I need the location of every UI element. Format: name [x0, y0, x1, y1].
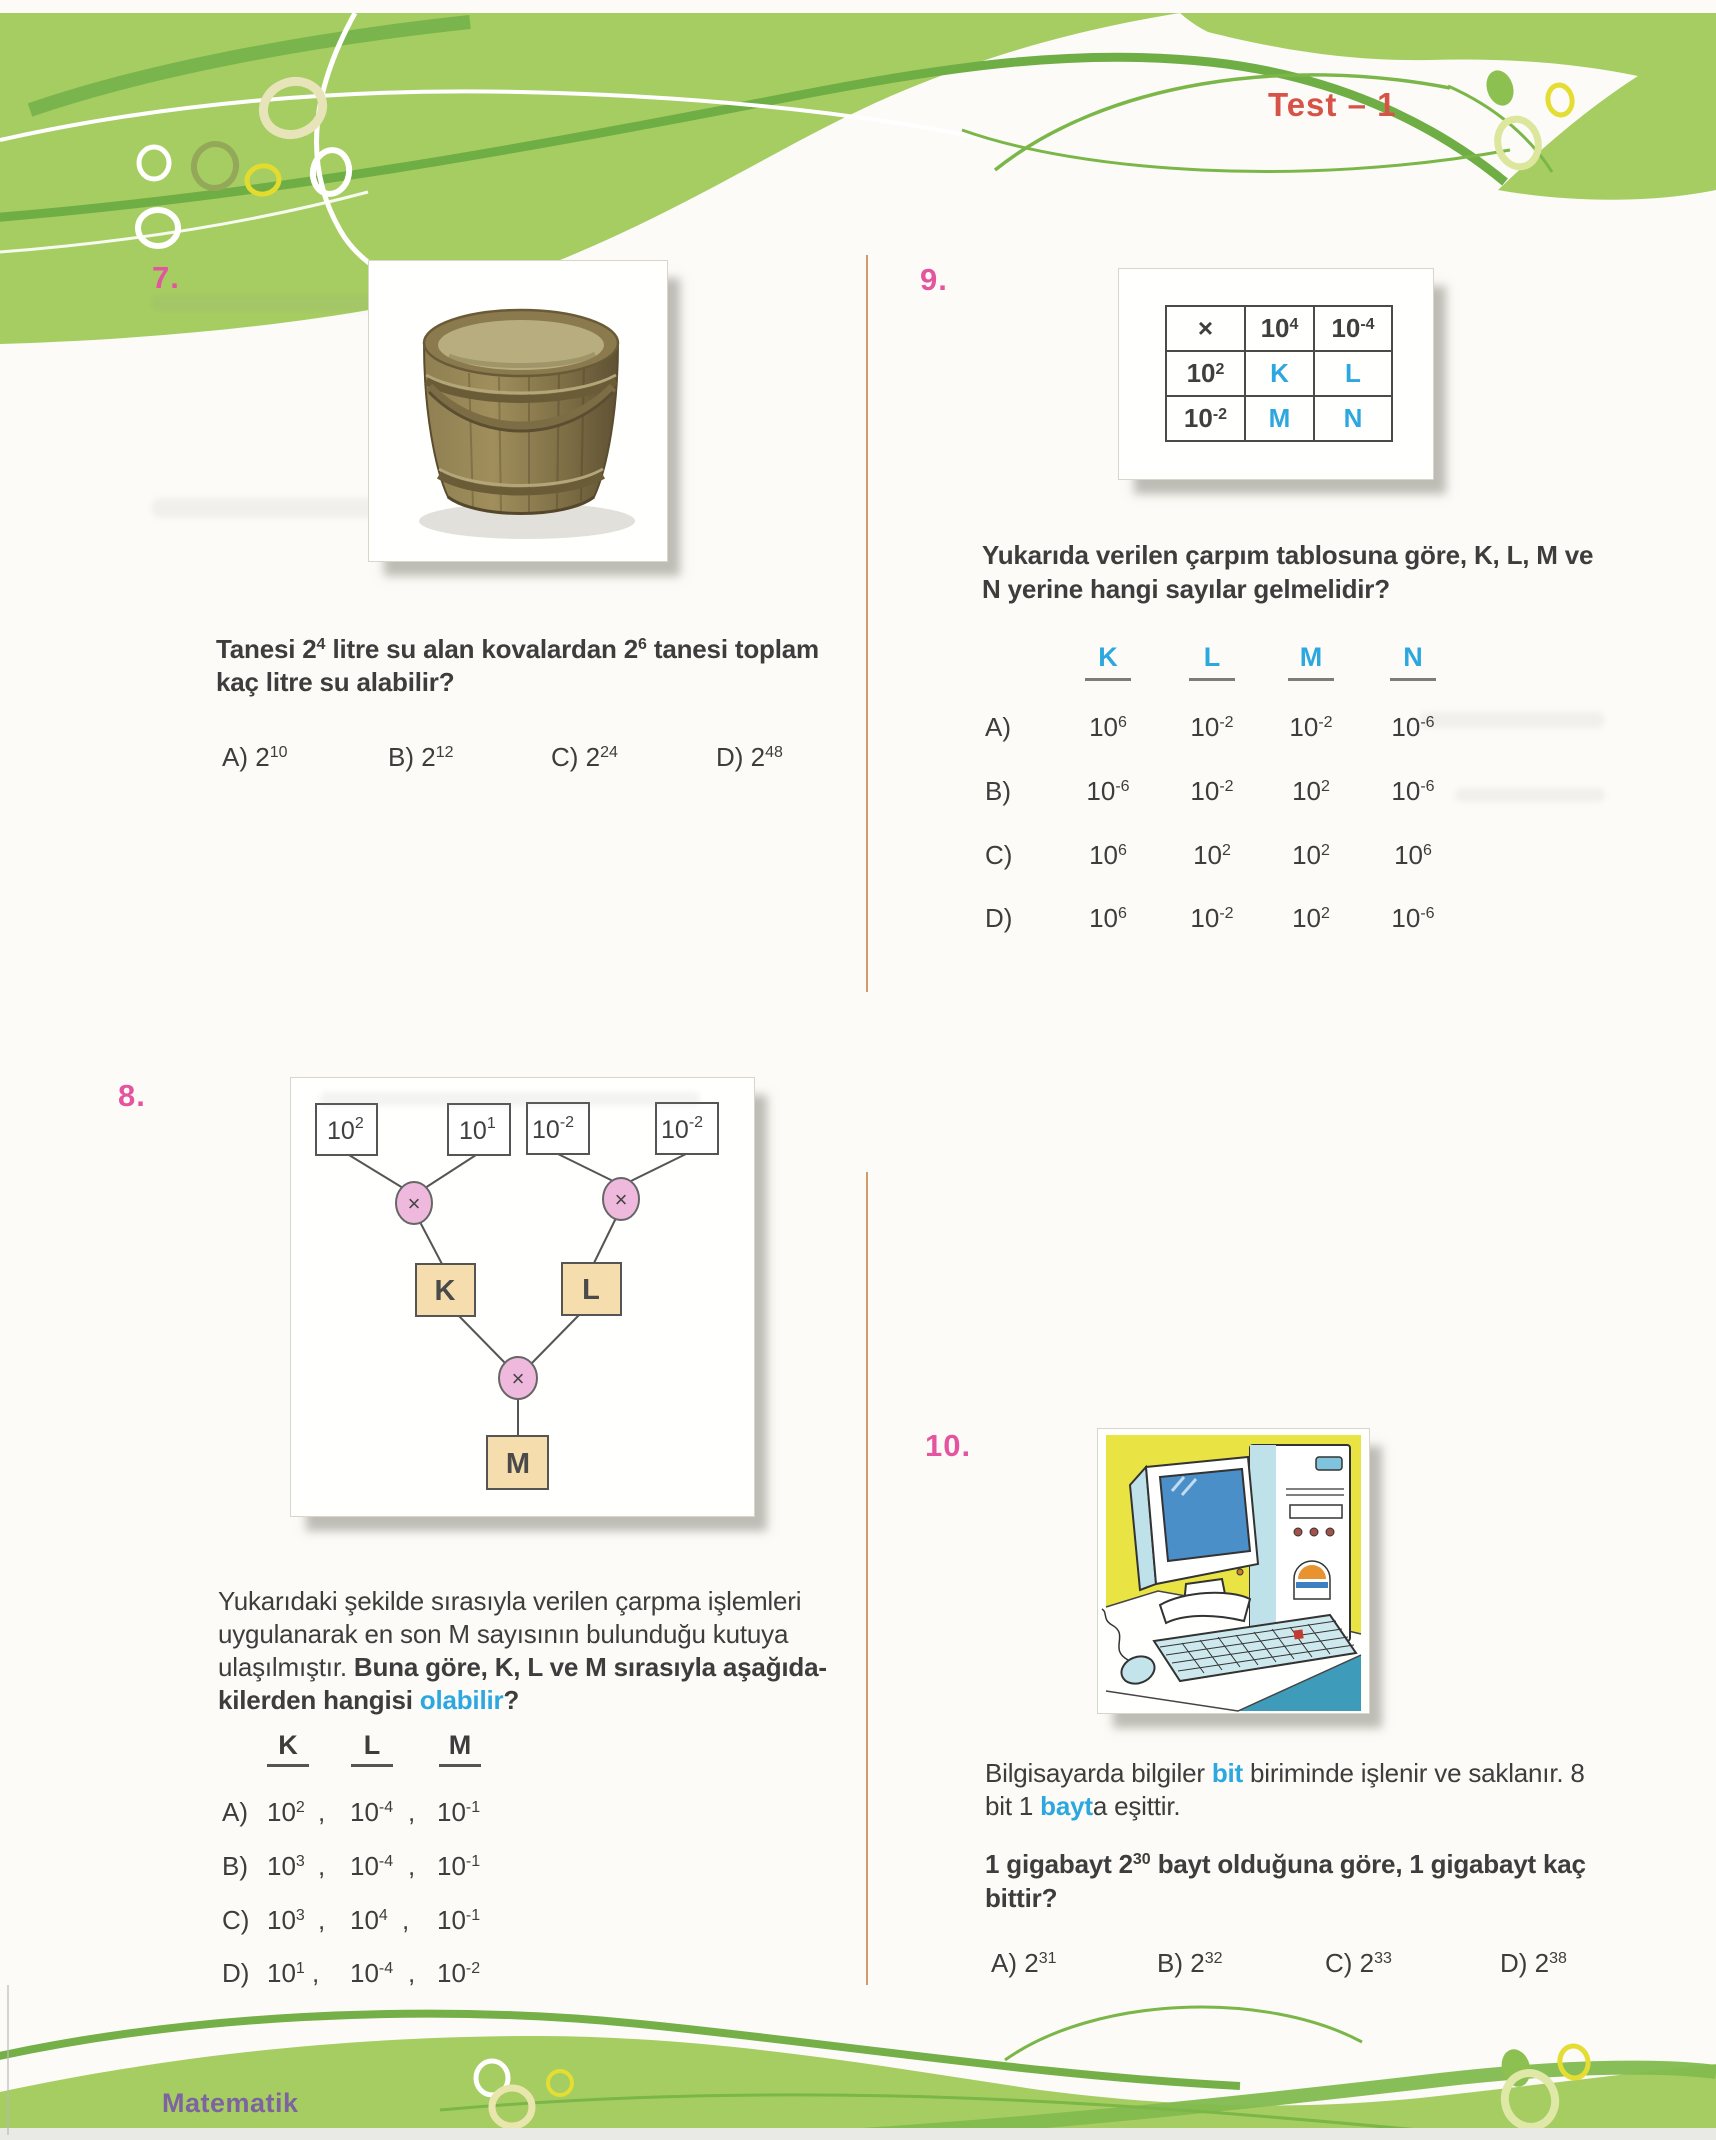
tower-drive-slot	[1290, 1505, 1342, 1518]
q8-col-header-k: K	[278, 1730, 298, 1760]
q9-col-header-n: N	[1403, 642, 1423, 672]
q10-option-a: A) $2^{31}$	[991, 1948, 1057, 1978]
comma: ,	[312, 1958, 320, 1988]
q10-keyword-bayt: bayt	[1040, 1791, 1093, 1821]
table-row: $10^{-2}$ M N	[1166, 396, 1392, 441]
q9-text-line: Yukarıda verilen çarpım tablosuna göre, K, L, M ve	[982, 540, 1594, 570]
q9-option-row-a: A) $10^6$ $10^{-2}$ $10^{-2}$ $10^{-6}$	[985, 712, 1435, 742]
question-9-number: 9.	[920, 262, 948, 297]
desktop-computer-illustration	[1098, 1429, 1369, 1713]
q7-option-b: B) $2^{12}$	[388, 742, 454, 772]
q7-exponent: 6	[637, 636, 647, 653]
q8-text-line: Yukarıdaki şekilde sırasıyla verilen çarpma işlemleri	[218, 1586, 802, 1616]
q8-option-row-d: D) $10^1$ , $10^{-4}$ , $10^{-2}$	[222, 1958, 481, 1988]
diagram-input-boxes	[316, 1103, 718, 1155]
question-10-image-card	[1097, 1428, 1370, 1714]
q9-header-underline	[1189, 678, 1235, 681]
question-8-column-headers	[0, 1730, 860, 1770]
q9-text-line: N yerine hangi sayılar gelmelidir?	[982, 574, 1390, 604]
q7-option-c: C) $2^{24}$	[551, 742, 618, 772]
comma: ,	[318, 1851, 326, 1881]
svg-text:L: L	[582, 1274, 600, 1306]
table-row: $10^2$ K L	[1166, 351, 1392, 396]
q9-header-underline	[1288, 678, 1334, 681]
q8-text-directive: Buna göre, K, L ve M sırasıyla aşağıda-	[353, 1652, 827, 1682]
q8-header-underline	[351, 1764, 393, 1767]
question-10-number: 10.	[925, 1428, 972, 1463]
q7-text-part: kaç litre su alabilir?	[216, 667, 455, 697]
q9-header-underline	[1085, 678, 1131, 681]
q7-exponent: 4	[316, 636, 326, 653]
footer-thin-arc-loop	[1005, 2007, 1362, 2060]
q8-header-underline	[267, 1764, 309, 1767]
q9-option-row-b: B) $10^{-6}$ $10^{-2}$ $10^2$ $10^{-6}$	[985, 776, 1435, 806]
q9-col-header-l: L	[1203, 642, 1221, 672]
q7-text-part: litre su alan kovalardan 2	[325, 634, 638, 664]
q10-option-c: C) $2^{33}$	[1325, 1948, 1392, 1978]
question-7-image-card	[368, 260, 668, 562]
monitor-power-dot	[1237, 1569, 1243, 1575]
q10-option-b: B) $2^{32}$	[1157, 1948, 1223, 1978]
question-10-options	[0, 1948, 1716, 1984]
comma: ,	[408, 1797, 416, 1827]
test-number-label: Test – 1	[1268, 86, 1397, 123]
q9-col-header-k: K	[1098, 642, 1118, 672]
comma: ,	[402, 1905, 410, 1935]
question-7-number: 7.	[152, 260, 180, 295]
question-8-text: Yukarıdaki şekilde sırasıyla verilen çarpma işlemleri uygulanarak en son M sayısının bulunduğu kutuya ulaşılmıştır. Buna göre, K, L ve M sırasıyla aşağıda- kilerden hangisi olabilir?	[218, 1586, 827, 1715]
q8-option-row-b: B) $10^3$ , $10^{-4}$ , $10^{-1}$	[222, 1851, 481, 1881]
scan-smudge	[152, 498, 377, 518]
svg-text:10-2: $10^{-2}$	[532, 1114, 575, 1144]
header-yellow-ring-right	[1546, 83, 1575, 117]
comma: ,	[318, 1797, 326, 1827]
table-row: × $10^4$ $10^{-4}$	[1166, 306, 1392, 351]
q8-col-header-l: L	[363, 1730, 381, 1760]
q10-exponent: 30	[1132, 1851, 1151, 1868]
question-9-column-headers	[0, 642, 1716, 684]
keyboard-red-key	[1293, 1629, 1303, 1639]
q8-text-line: ulaşılmıştır.	[218, 1652, 354, 1682]
q7-text-part: Tanesi 2	[216, 634, 317, 664]
q9-option-row-d: D) $10^6$ $10^{-2}$ $10^2$ $10^{-6}$	[985, 903, 1435, 933]
question-10-bold-text: 1 gigabayt $2^{30}$ bayt olduğuna göre, 1 gigabayt kaç bittir?	[985, 1849, 1586, 1913]
diagram-input-labels	[327, 1114, 703, 1145]
scan-bottom-edge	[0, 2128, 1716, 2140]
q8-header-underline	[439, 1764, 481, 1767]
q7-option-a: A) $2^{10}$	[222, 742, 288, 772]
comma: ,	[318, 1905, 326, 1935]
q10-keyword-bit: bit	[1211, 1758, 1243, 1788]
mouse-cable	[1102, 1609, 1128, 1660]
wooden-bucket-image	[369, 261, 667, 561]
question-8-diagram-card	[290, 1077, 755, 1517]
q10-option-d: D) $2^{38}$	[1500, 1948, 1567, 1978]
subject-label: Matematik	[162, 2088, 299, 2118]
question-9-table-card	[1118, 268, 1434, 480]
multiplication-table	[1165, 305, 1393, 442]
question-8-number: 8.	[118, 1078, 146, 1113]
q8-option-row-c: C) $10^3$ , $10^4$ , $10^{-1}$	[222, 1905, 481, 1935]
multiplication-tree-diagram	[291, 1078, 754, 1516]
column-divider-gap	[838, 992, 894, 1172]
question-9-text	[982, 538, 1642, 606]
monitor-screen	[1160, 1469, 1250, 1561]
q9-option-row-c: C) $10^6$ $10^2$ $10^2$ $10^6$	[985, 840, 1432, 870]
comma: ,	[408, 1958, 416, 1988]
q8-option-row-a: A) $10^2$ , $10^{-4}$ , $10^{-1}$	[222, 1797, 481, 1827]
q8-text-line: uygulanarak en son M sayısının bulunduğu kutuya	[218, 1619, 789, 1649]
tower-buttons	[1294, 1528, 1334, 1536]
q7-text-part: tanesi toplam	[646, 634, 819, 664]
q8-col-header-m: M	[448, 1730, 472, 1760]
svg-text:101: $10^1$	[459, 1115, 496, 1145]
svg-text:×: ×	[614, 1187, 628, 1212]
q9-col-header-m: M	[1299, 642, 1323, 672]
scan-smudge	[320, 1092, 700, 1106]
svg-text:K: K	[434, 1275, 456, 1307]
q9-header-underline	[1390, 678, 1436, 681]
scan-left-edge	[7, 1985, 9, 2135]
svg-text:×: ×	[407, 1191, 421, 1216]
tower-badge	[1294, 1561, 1330, 1599]
svg-text:×: ×	[511, 1366, 525, 1391]
svg-text:10-2: $10^{-2}$	[661, 1114, 704, 1144]
q7-option-d: D) $2^{48}$	[716, 742, 783, 772]
svg-text:102: $10^2$	[327, 1115, 364, 1145]
footer-green-ellipse	[1498, 2046, 1535, 2090]
q8-keyword-olabilir: olabilir	[419, 1685, 504, 1715]
tower-disk-slot-button	[1316, 1457, 1342, 1470]
question-10-text: Bilgisayarda bilgiler bit biriminde işlenir ve saklanır. 8 bit 1 bayta eşittir.	[985, 1758, 1585, 1821]
monitor-base	[1160, 1593, 1250, 1623]
header-green-ellipse	[1482, 67, 1518, 109]
svg-text:M: M	[505, 1448, 531, 1480]
q8-text-directive: kilerden hangisi	[218, 1685, 420, 1715]
comma: ,	[408, 1851, 416, 1881]
